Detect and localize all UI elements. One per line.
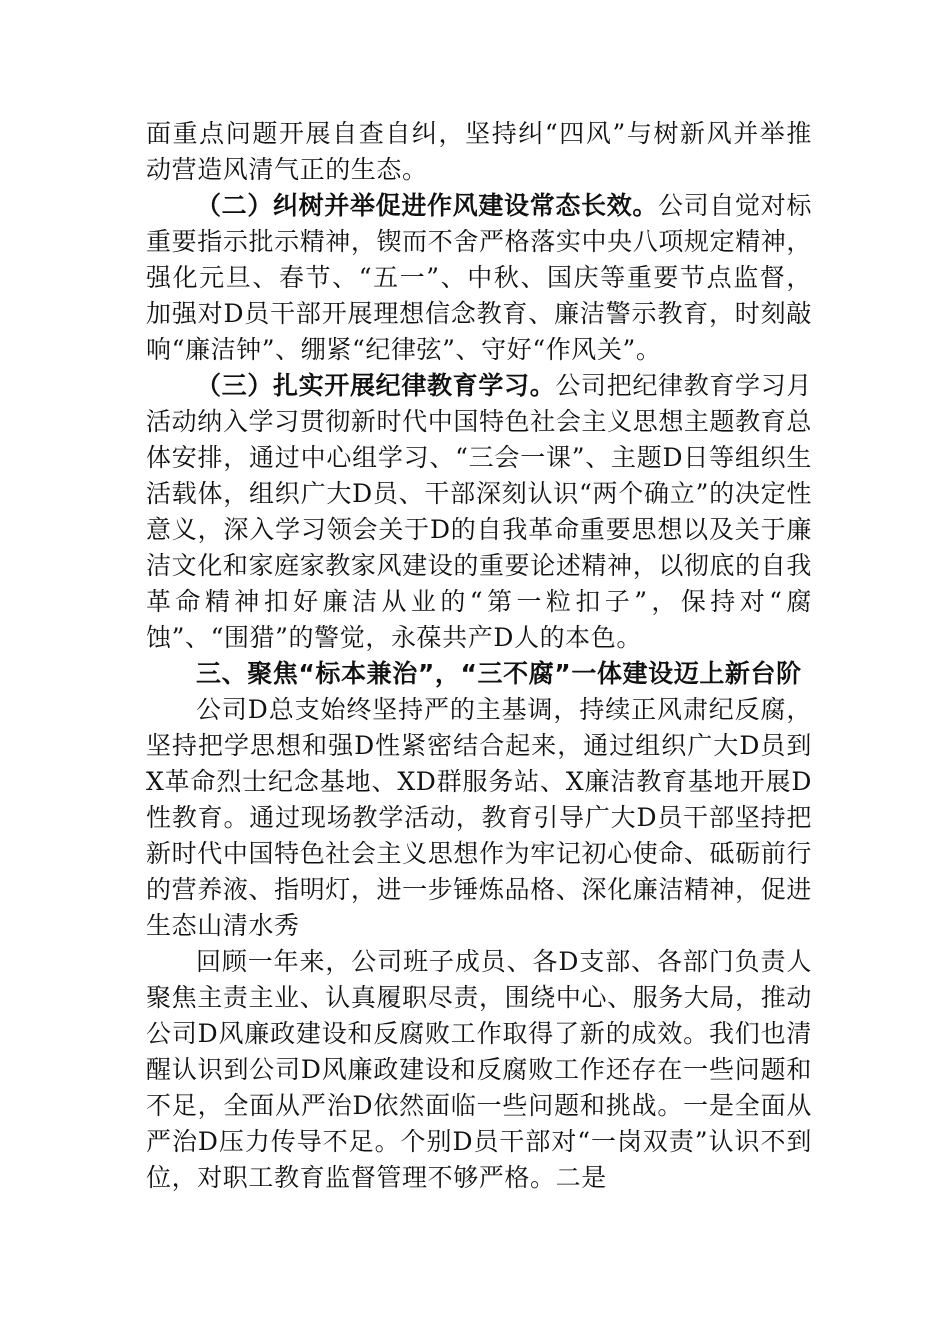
section-2-lead: （二）纠树并举促进作风建设常态长效。 <box>196 191 659 220</box>
section-2-body: 公司自觉对标重要指示批示精神，锲而不舍严格落实中央八项规定精神，强化元旦、春节、“五一”、中秋、国庆等重要节点监督，加强对D员干部开展理想信念教育、廉洁警示教育，时刻敲响“廉洁钟”、绷紧“纪律弦”、守好“作风关”。 <box>146 191 812 364</box>
paragraph-section-3 <box>146 368 812 656</box>
section-3-body: 公司把纪律教育学习月活动纳入学习贯彻新时代中国特色社会主义思想主题教育总体安排，通过中心组学习、“三会一课”、主题D日等组织生活载体，组织广大D员、干部深刻认识“两个确立”的决定性意义，深入学习领会关于D的自我革命重要思想以及关于廉洁文化和家庭家教家风建设的重要论述精神，以彻底的自我革命精神扣好廉洁从业的“第一粒扣子”，保持对“腐蚀”、“围猎”的警觉，永葆共产D人的本色。 <box>146 371 812 652</box>
paragraph-continuation: 面重点问题开展自查自纠，坚持纠“四风”与树新风并举推动营造风清气正的生态。 <box>146 119 812 184</box>
section-3-lead: （三）扎实开展纪律教育学习。 <box>196 371 556 400</box>
document-body <box>146 116 812 1196</box>
paragraph-party-education: 公司D总支始终坚持严的主基调，持续正风肃纪反腐，坚持把学思想和强D性紧密结合起来，通过组织广大D员到X革命烈士纪念基地、XD群服务站、X廉洁教育基地开展D性教育。通过现场教学活动，教育引导广大D员干部坚持把新时代中国特色社会主义思想作为牢记初心使命、砥砺前行的营养液、指明灯，进一步锤炼品格、深化廉洁精神，促进生态山清水秀 <box>146 695 812 940</box>
paragraph-review: 回顾一年来，公司班子成员、各D支部、各部门负责人聚焦主责主业、认真履职尽责，围绕中心、服务大局，推动公司D风廉政建设和反腐败工作取得了新的成效。我们也清醒认识到公司D风廉政建设和反腐败工作还存在一些问题和不足，全面从严治D依然面临一些问题和挑战。一是全面从严治D压力传导不足。个别D员干部对“一岗双责”认识不到位，对职工教育监督管理不够严格。二是 <box>146 947 812 1192</box>
paragraph-section-2 <box>146 188 812 368</box>
heading-part-3: 三、聚焦“标本兼治”，“三不腐”一体建设迈上新台阶 <box>196 659 802 688</box>
